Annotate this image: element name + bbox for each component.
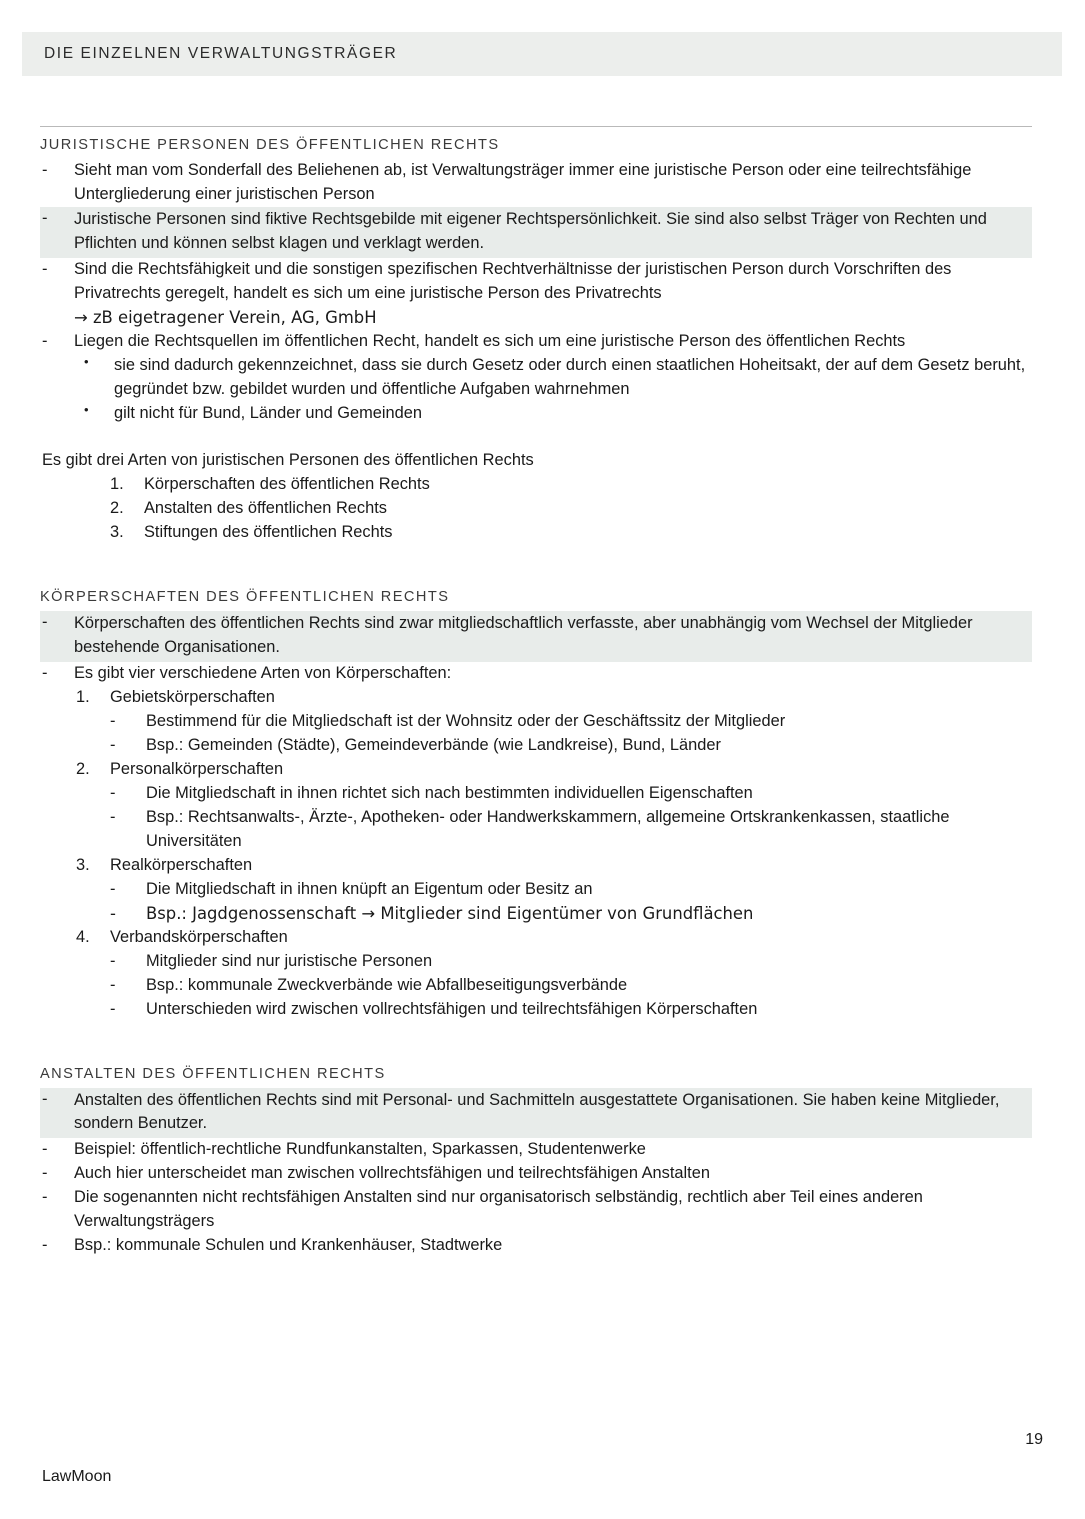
sub-list-item-text: Mitglieder sind nur juristische Personen xyxy=(146,951,433,970)
dash-marker: - xyxy=(42,259,48,278)
sub-list-item xyxy=(40,806,1032,854)
list-item-text: Liegen die Rechtsquellen im öffentlichen Recht, handelt es sich um eine juristische Person des öffentlichen Rechts xyxy=(74,331,906,350)
numbered-item xyxy=(40,758,1032,782)
list-item-highlighted xyxy=(40,1088,1032,1139)
paragraph-arten-intro: Es gibt drei Arten von juristischen Personen des öffentlichen Rechts xyxy=(42,451,534,470)
dash-marker: - xyxy=(42,1140,48,1159)
sub-list-item-text: Die Mitgliedschaft in ihnen knüpft an Eigentum oder Besitz an xyxy=(146,879,593,898)
list-item xyxy=(40,330,1032,354)
numbered-item-text: Personalkörperschaften xyxy=(110,760,284,779)
section-heading-koerperschaften: KÖRPERSCHAFTEN DES ÖFFENTLICHEN RECHTS xyxy=(40,589,450,606)
numbered-item xyxy=(40,521,1032,545)
numbered-item-text: Stiftungen des öffentlichen Rechts xyxy=(144,523,393,542)
dash-marker: - xyxy=(42,613,48,632)
list-item xyxy=(40,1162,1032,1186)
dash-marker: - xyxy=(42,1188,48,1207)
page-header-banner xyxy=(22,32,1062,76)
dash-marker: - xyxy=(110,736,116,755)
spacer xyxy=(40,1022,1032,1066)
sub-list-item-text: Die Mitgliedschaft in ihnen richtet sich nach bestimmten individuellen Eigenschaften xyxy=(146,783,753,802)
dash-marker: - xyxy=(42,161,48,179)
document-content xyxy=(40,126,1032,1258)
numbered-item-text: Anstalten des öffentlichen Rechts xyxy=(144,499,387,518)
numbered-item-text: Verbandskörperschaften xyxy=(110,927,288,946)
sub-list-item xyxy=(40,878,1032,902)
numbered-item xyxy=(40,473,1032,497)
page-number: 19 xyxy=(1025,1431,1043,1448)
dash-marker: - xyxy=(42,1089,48,1108)
sub-list-item-text: Unterschieden wird zwischen vollrechtsfähigen und teilrechtsfähigen Körperschaften xyxy=(146,999,758,1018)
sub-list-item xyxy=(40,354,1032,402)
dash-marker: - xyxy=(110,879,116,898)
sub-list-item xyxy=(40,782,1032,806)
sub-list-item xyxy=(40,974,1032,998)
dash-marker: - xyxy=(110,951,116,970)
sub-list-item-text: sie sind dadurch gekennzeichnet, dass sie durch Gesetz oder durch einen staatlichen Hoheitsakt, der auf dem Gesetz beruht, gegründet bzw. gebildet wurden und öffentliche Aufgaben wahrnehmen xyxy=(114,355,1026,398)
sub-list-item xyxy=(40,710,1032,734)
list-item xyxy=(40,662,1032,686)
dash-marker: - xyxy=(110,712,116,731)
bullet-dot-icon: • xyxy=(84,401,89,417)
item-number: 3. xyxy=(76,855,90,874)
list-item-text: Körperschaften des öffentlichen Rechts sind zwar mitgliedschaftlich verfasste, aber unabhängig vom Wechsel der Mitglieder bestehende Organisationen. xyxy=(74,614,973,657)
sub-list-item xyxy=(40,950,1032,974)
list-item-text: Juristische Personen sind fiktive Rechtsgebilde mit eigener Rechtspersönlichkeit. Sie sind also selbst Träger von Rechten und Pflichten und können selbst klagen und verklagt werden. xyxy=(74,209,987,252)
numbered-item-text: Realkörperschaften xyxy=(110,855,253,874)
sub-list-item xyxy=(40,734,1032,758)
item-number: 1. xyxy=(76,688,90,707)
dash-marker: - xyxy=(42,1236,48,1255)
footer-brand: LawMoon xyxy=(42,1468,112,1485)
dash-marker: - xyxy=(110,783,116,802)
list-item-text: Sind die Rechtsfähigkeit und die sonstigen spezifischen Rechtverhältnisse der juristischen Person durch Vorschriften des Privatrechts geregelt, handelt es sich um eine juristische Person des Privatrechts xyxy=(74,259,952,302)
numbered-item-text: Gebietskörperschaften xyxy=(110,688,275,707)
list-item-text: Es gibt vier verschiedene Arten von Körperschaften: xyxy=(74,664,452,683)
sub-list-item xyxy=(40,902,1032,926)
list-item-highlighted xyxy=(40,611,1032,662)
numbered-item xyxy=(40,854,1032,878)
dash-marker: - xyxy=(42,1164,48,1183)
numbered-item xyxy=(40,926,1032,950)
numbered-item xyxy=(40,497,1032,521)
list-item-highlighted xyxy=(40,207,1032,258)
item-number: 3. xyxy=(110,523,124,542)
numbered-item xyxy=(40,686,1032,710)
item-number: 2. xyxy=(76,760,90,779)
dash-marker: - xyxy=(42,208,48,227)
bullet-dot-icon: • xyxy=(84,353,89,369)
sub-list-item-text: Bsp.: Jagdgenossenschaft → Mitglieder sind Eigentümer von Grundflächen xyxy=(146,903,754,923)
dash-marker: - xyxy=(42,664,48,683)
section-divider xyxy=(40,126,1032,127)
sub-list-item xyxy=(40,998,1032,1022)
list-item-text: Beispiel: öffentlich-rechtliche Rundfunkanstalten, Sparkassen, Studentenwerke xyxy=(74,1140,646,1159)
sub-list-item-text: gilt nicht für Bund, Länder und Gemeinden xyxy=(114,403,422,422)
sub-list-item xyxy=(40,402,1032,426)
dash-marker: - xyxy=(42,331,48,350)
list-item xyxy=(40,1186,1032,1234)
list-item xyxy=(40,1234,1032,1258)
section-heading-juristische-personen: JURISTISCHE PERSONEN DES ÖFFENTLICHEN RECHTS xyxy=(40,137,500,153)
spacer xyxy=(40,425,1032,449)
sub-list-item-text: Bestimmend für die Mitgliedschaft ist der Wohnsitz oder der Geschäftssitz der Mitglieder xyxy=(146,712,786,731)
item-number: 2. xyxy=(110,499,124,518)
dash-marker: - xyxy=(110,975,116,994)
item-number: 4. xyxy=(76,927,90,946)
dash-marker: - xyxy=(110,999,116,1018)
item-number: 1. xyxy=(110,475,124,494)
list-item xyxy=(40,1138,1032,1162)
sub-list-item-text: Bsp.: Gemeinden (Städte), Gemeindeverbände (wie Landkreise), Bund, Länder xyxy=(146,736,721,755)
dash-marker: - xyxy=(110,807,116,826)
list-item-text: Sieht man vom Sonderfall des Beliehenen ab, ist Verwaltungsträger immer eine juristische Person oder eine teilrechtsfähige Untergliederung einer juristischen Person xyxy=(74,161,972,203)
sub-list-item-text: Bsp.: Rechtsanwalts-, Ärzte-, Apotheken- oder Handwerkskammern, allgemeine Ortskrankenkassen, staatliche Universitäten xyxy=(146,807,950,850)
list-item xyxy=(40,258,1032,330)
spacer xyxy=(40,545,1032,589)
list-item-text: Bsp.: kommunale Schulen und Krankenhäuser, Stadtwerke xyxy=(74,1236,503,1255)
numbered-item-text: Körperschaften des öffentlichen Rechts xyxy=(144,475,430,494)
page-title: DIE EINZELNEN VERWALTUNGSTRÄGER xyxy=(44,45,398,62)
dash-marker: - xyxy=(110,903,116,923)
list-item-example: → zB eigetragener Verein, AG, GmbH xyxy=(74,307,377,327)
section-heading-anstalten: ANSTALTEN DES ÖFFENTLICHEN RECHTS xyxy=(40,1065,386,1082)
list-item-text: Anstalten des öffentlichen Rechts sind mit Personal- und Sachmitteln ausgestattete Organisationen. Sie haben keine Mitglieder, sondern Benutzer. xyxy=(74,1090,1000,1133)
list-item-text: Die sogenannten nicht rechtsfähigen Anstalten sind nur organisatorisch selbständig, rechtlich aber Teil eines anderen Verwaltungsträgers xyxy=(74,1188,923,1231)
list-item-text: Auch hier unterscheidet man zwischen vollrechtsfähigen und teilrechtsfähigen Anstalten xyxy=(74,1164,710,1183)
list-item xyxy=(40,159,1032,207)
sub-list-item-text: Bsp.: kommunale Zweckverbände wie Abfallbeseitigungsverbände xyxy=(146,975,628,994)
